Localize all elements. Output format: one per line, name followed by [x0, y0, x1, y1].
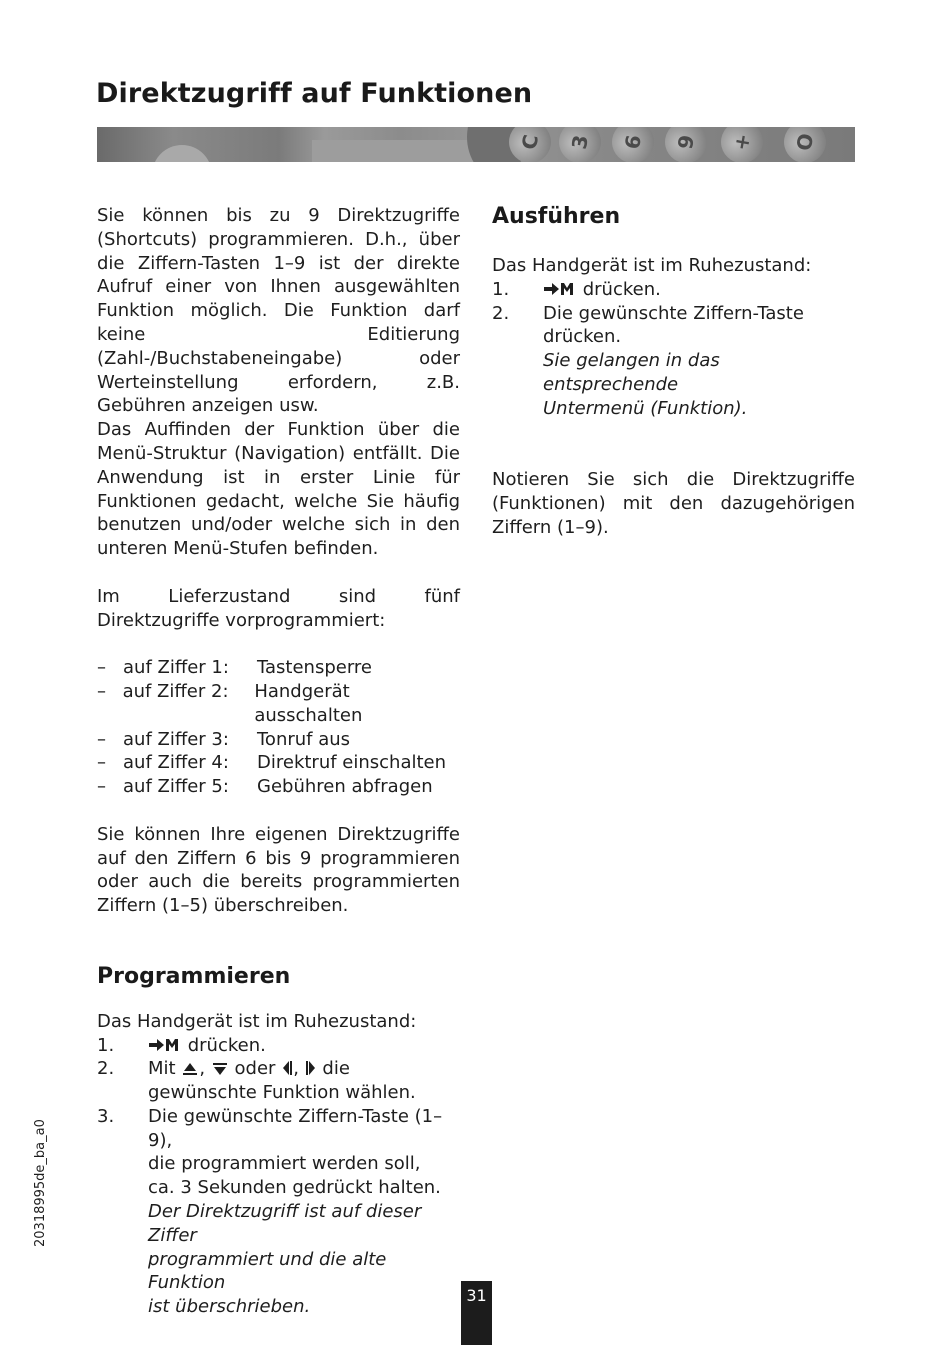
navigation-paragraph: Das Auffinden der Funktion über die Menü-Struktur (Navigation) entfällt. Die Anwendung ist in erster Linie für Funktionen gedacht, welche Sie häufig benutzen und/oder welche sich in den unteren Menü-Stufen befinden. [97, 419, 460, 560]
right-column [492, 204, 855, 540]
own-shortcuts-paragraph: Sie können Ihre eigenen Direktzugriffe auf den Ziffern 6 bis 9 programmieren oder auch die bereits programmierten Ziffern (1–5) überschreiben. [97, 823, 460, 917]
section-heading-programmieren: Programmieren [97, 963, 291, 989]
arrow-up-icon [181, 1062, 199, 1076]
document-code: 20318995de_ba_a0 [33, 1119, 48, 1247]
list-item: – auf Ziffer 1: Tastensperre [97, 657, 373, 679]
result-text: Sie gelangen in das entsprechende [543, 350, 720, 395]
result-text: Der Direktzugriff ist auf dieser Ziffer [148, 1201, 422, 1246]
note-paragraph: Notieren Sie sich die Direktzugriffe (Funktionen) mit den dazugehörigen Ziffern (1–9). [492, 469, 855, 538]
menu-key-icon [148, 1037, 182, 1053]
idle-state-text: Das Handgerät ist im Ruhezustand: [97, 1010, 417, 1032]
keypad-key-3: 3 [556, 127, 605, 162]
list-item: – auf Ziffer 3: Tonruf aus [97, 728, 351, 750]
preset-list [97, 656, 460, 799]
section-heading-ausfuehren: Ausführen [492, 204, 621, 229]
preset-intro: Im Lieferzustand sind fünf Direktzugriffe vorprogrammiert: [97, 585, 460, 631]
handset-display-shape [312, 140, 492, 162]
keypad-key-9: 9 [662, 127, 711, 162]
step-2: 2. Die gewünschte Ziffern-Taste drücken. Sie gelangen in das entsprechende Untermenü (Funktion). [492, 302, 804, 419]
left-column [97, 204, 460, 1319]
menu-key-icon [543, 281, 577, 297]
arrow-down-icon [211, 1062, 229, 1076]
page-number: 31 [461, 1281, 492, 1345]
keypad-key-o: O [781, 127, 830, 162]
step-2: 2. Mit , oder , die gewünschte Funktion wählen. [97, 1058, 416, 1104]
step-3: 3. Die gewünschte Ziffern-Taste (1–9), die programmiert werden soll, ca. 3 Sekunden gedrückt halten. Der Direktzugriff ist auf dieser Ziffer programmiert und die alte Funktion ist überschrieben. [97, 1105, 443, 1318]
step-1: 1. drücken. [492, 278, 661, 300]
arrow-right-icon [305, 1060, 317, 1076]
step-1: 1. drücken. [97, 1034, 266, 1056]
keypad-key-plus: + [718, 127, 767, 162]
handset-button-shape [152, 145, 212, 162]
list-item: – auf Ziffer 5: Gebühren abfragen [97, 776, 433, 798]
idle-state-text: Das Handgerät ist im Ruhezustand: [492, 255, 812, 276]
page-title: Direktzugriff auf Funktionen [96, 78, 533, 109]
intro-paragraph: Sie können bis zu 9 Direktzugriffe (Shortcuts) programmieren. D.h., über die Ziffern-Tasten 1–9 ist der direkte Aufruf einer von Ihnen ausgewählten Funktion möglich. Die Funktion darf keine Editierung (Zahl-/Buchstabeneingabe) oder Werteinstellung erfordern, z.B. Gebühren anzeigen usw. [97, 205, 460, 417]
keypad-key-6: 6 [609, 127, 658, 162]
list-item: – auf Ziffer 2: Handgerät ausschalten [97, 680, 363, 726]
keypad-key-c: C [506, 127, 555, 162]
arrow-left-icon [281, 1060, 293, 1076]
handset-keypad-photo [97, 127, 855, 162]
list-item: – auf Ziffer 4: Direktruf einschalten [97, 752, 447, 774]
